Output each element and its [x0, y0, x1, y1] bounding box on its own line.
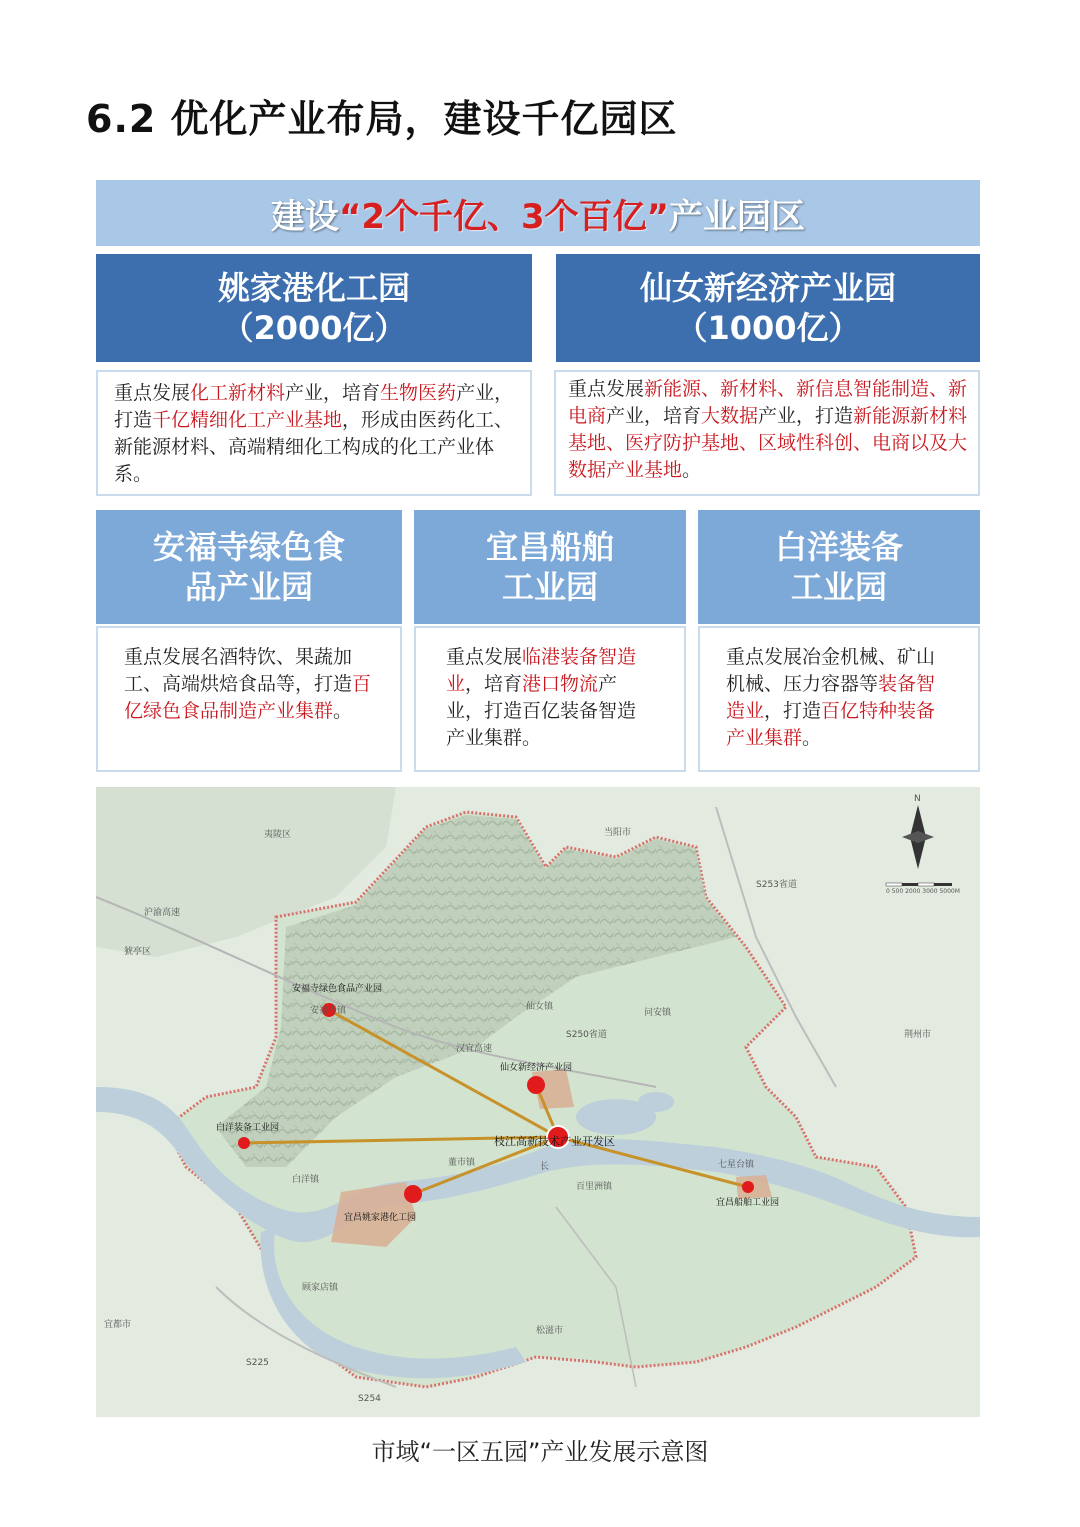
banner-highlight: “2个千亿、3个百亿” — [338, 196, 669, 237]
park-anfusi-header — [96, 510, 402, 624]
marker-chuanbo — [742, 1181, 754, 1193]
desc-text: 重点发展 — [568, 378, 645, 400]
desc-text: 重点发展 — [446, 646, 523, 668]
desc-text: ，打造 — [764, 700, 822, 722]
highlight-text: 临港装备智造业 — [446, 646, 637, 695]
page-title: 6.2 优化产业布局，建设千亿园区 — [86, 97, 678, 141]
highlight-text: 大数据 — [701, 405, 759, 427]
desc-text: 产业，培育 — [606, 405, 702, 427]
map-caption: 市域“一区五园”产业发展示意图 — [371, 1438, 709, 1466]
label-anfusi: 安福寺绿色食品产业园 — [292, 984, 383, 994]
label-chuanbo: 宜昌船舶工业园 — [716, 1198, 780, 1208]
park-value: （1000亿） — [675, 309, 861, 347]
place-baili: 百里洲镇 — [576, 1182, 613, 1192]
map-svg — [96, 787, 980, 1417]
scale-label: 0 500 2000 3000 5000M — [886, 888, 960, 895]
highlight-text: 新能源、新材料、新信息智能制造、新电商 — [568, 378, 968, 427]
place-xiannv-town: 仙女镇 — [526, 1002, 554, 1012]
place-wenan: 问安镇 — [644, 1008, 672, 1018]
park-yaojiagang-desc — [96, 370, 532, 496]
industry-map — [96, 787, 980, 1417]
banner-suffix: 产业园区 — [669, 196, 805, 237]
park-chuanbo-desc — [414, 626, 686, 772]
park-name: 姚家港化工园 — [217, 269, 410, 307]
marker-xiannv — [527, 1076, 545, 1094]
desc-text: 。 — [682, 459, 702, 481]
desc-text: 。 — [333, 700, 353, 722]
marker-yaojiagang — [404, 1185, 422, 1203]
road-hurong: 沪渝高速 — [144, 908, 181, 918]
highlight-text: 化工新材料 — [190, 382, 286, 404]
park-value: （2000亿） — [221, 309, 407, 347]
park-xiannv-desc — [554, 370, 980, 496]
park-name-line2: 工业园 — [790, 568, 887, 606]
park-baiyang-desc — [698, 626, 980, 772]
highlight-text: 生物医药 — [380, 382, 457, 404]
park-yaojiagang-header — [96, 254, 532, 362]
label-baiyang: 白洋装备工业园 — [216, 1123, 280, 1133]
river-label: 长 — [540, 1162, 550, 1172]
desc-text: 。 — [802, 727, 822, 749]
park-xiannv-header — [556, 254, 980, 362]
park-name: 仙女新经济产业园 — [639, 269, 896, 307]
highlight-text: 新能源新材料基地、医疗防护基地、区域性科创、电商以及大数据产业基地 — [568, 405, 968, 481]
desc-text: 产业，打造 — [758, 405, 854, 427]
scale-bar — [886, 883, 960, 895]
highlight-text: 百亿特种装备产业集群 — [726, 700, 936, 749]
place-yidu: 宜都市 — [104, 1320, 132, 1330]
desc-text: 产业，培育 — [285, 382, 381, 404]
place-gujiadian: 顾家店镇 — [302, 1283, 339, 1293]
desc-text: 重点发展 — [114, 382, 191, 404]
park-name-line1: 安福寺绿色食 — [152, 528, 345, 566]
banner-prefix: 建设 — [270, 196, 339, 237]
place-yiling: 夷陵区 — [264, 830, 292, 840]
desc-text: 重点发展冶金机械、矿山机械、压力容器等 — [726, 646, 936, 695]
road-s254: S254 — [358, 1394, 381, 1404]
desc-text: 重点发展名酒特饮、果蔬加工、高端烘焙食品等，打造 — [124, 646, 353, 695]
place-dongshi: 董市镇 — [448, 1158, 476, 1168]
place-songzi: 松滋市 — [536, 1326, 564, 1336]
marker-baiyang — [238, 1137, 250, 1149]
place-xiaoting: 猇亭区 — [124, 947, 152, 957]
park-name-line1: 宜昌船舶 — [485, 528, 614, 566]
label-yaojiagang: 宜昌姚家港化工园 — [344, 1213, 417, 1223]
desc-text: ，培育 — [465, 673, 523, 695]
road-s250: S250省道 — [566, 1030, 607, 1040]
park-baiyang-header — [698, 510, 980, 624]
label-xiannv: 仙女新经济产业园 — [500, 1063, 573, 1073]
place-dangyang: 当阳市 — [604, 828, 632, 838]
park-name-line1: 白洋装备 — [774, 528, 903, 566]
compass-label: N — [914, 794, 921, 804]
highlight-text: 百亿绿色食品制造产业集群 — [124, 673, 372, 722]
highlight-text: 港口物流 — [522, 673, 599, 695]
park-name-line2: 工业园 — [501, 568, 598, 606]
banner — [96, 180, 980, 246]
desc-text: 产业，打造百亿装备智造产业集群。 — [446, 673, 637, 749]
road-hanyi: 汉宜高速 — [456, 1044, 493, 1054]
place-qixing: 七星台镇 — [718, 1160, 755, 1170]
desc-text: ，形成由医药化工、新能源材料、高端精细化工构成的化工产业体系。 — [114, 409, 514, 485]
park-anfusi-desc — [96, 626, 402, 772]
label-hub: 枝江高新技术产业开发区 — [494, 1135, 615, 1148]
lake — [638, 1092, 674, 1112]
place-anfu: 安福寺镇 — [310, 1006, 347, 1016]
place-jingzhou: 荆州市 — [904, 1030, 932, 1040]
park-chuanbo-header — [414, 510, 686, 624]
desc-text: 产业，打造 — [114, 382, 514, 431]
park-name-line2: 品产业园 — [184, 568, 313, 606]
road-s253: S253省道 — [756, 880, 797, 890]
highlight-text: 千亿精细化工产业基地 — [152, 409, 343, 431]
place-baiyang-town: 白洋镇 — [292, 1175, 320, 1185]
highlight-text: 装备智造业 — [726, 673, 936, 722]
road-s225: S225 — [246, 1358, 269, 1368]
